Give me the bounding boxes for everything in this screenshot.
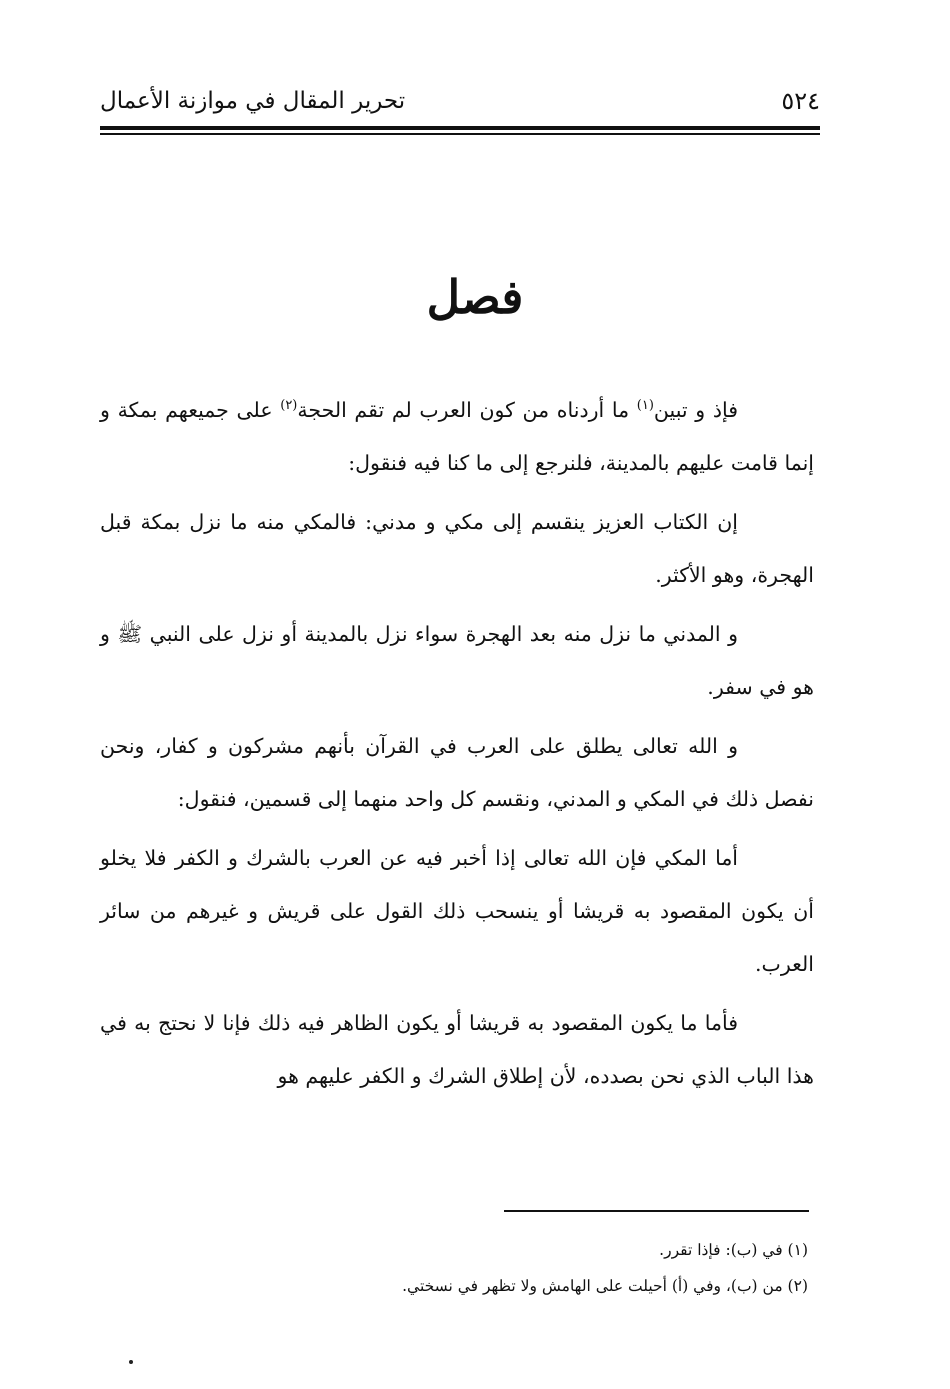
- footnote-ref-2: (٢): [280, 398, 298, 414]
- book-title: تحرير المقال في موازنة الأعمال: [100, 88, 406, 114]
- paragraph-5: [100, 832, 814, 991]
- footnote-1: (١) في (ب): فإذا تقرر.: [659, 1241, 808, 1259]
- body-text: [100, 384, 814, 1103]
- footnote-separator: [504, 1210, 809, 1212]
- section-title: فصل: [426, 270, 524, 324]
- paragraph-5-text: أما المكي فإن الله تعالى إذا أخبر فيه عن العرب بالشرك و الكفر فلا يخلو أن يكون المقصود به قريشا أو ينسحب ذلك القول على قريش و غيرهم من سائر العرب.: [100, 846, 814, 976]
- paragraph-2-text: إن الكتاب العزيز ينقسم إلى مكي و مدني: فالمكي منه ما نزل بمكة قبل الهجرة، وهو الأكثر.: [100, 510, 814, 587]
- paragraph-4: [100, 720, 814, 826]
- scan-speck: [129, 1360, 133, 1364]
- paragraph-6: [100, 997, 814, 1103]
- footnotes: [300, 1232, 808, 1304]
- header-rule-thick: [100, 126, 820, 130]
- paragraph-4-text: و الله تعالى يطلق على العرب في القرآن بأنهم مشركون و كفار، ونحن نفصل ذلك في المكي و المدني، ونقسم كل واحد منهما إلى قسمين، فنقول:: [100, 734, 814, 811]
- paragraph-1-start: فإذ و تبين: [653, 398, 738, 422]
- paragraph-6-text: فأما ما يكون المقصود به قريشا أو يكون الظاهر فيه ذلك فإنا لا نحتج به في هذا الباب الذي نحن بصدده، لأن إطلاق الشرك و الكفر عليهم هو: [100, 1011, 814, 1088]
- paragraph-1: [100, 384, 814, 490]
- paragraph-1-end: على جميعهم بمكة و إنما قامت عليهم بالمدينة، فلنرجع إلى ما كنا فيه فنقول:: [100, 398, 814, 475]
- footnote-ref-1: (١): [636, 398, 654, 414]
- paragraph-3: [100, 608, 814, 714]
- header-rule-thin: [100, 133, 820, 135]
- page-number: ٥٢٤: [781, 87, 820, 115]
- paragraph-3-text: و المدني ما نزل منه بعد الهجرة سواء نزل بالمدينة أو نزل على النبي ﷺ و هو في سفر.: [100, 622, 814, 699]
- paragraph-1-middle: ما أردناه من كون العرب لم تقم الحجة: [297, 398, 637, 422]
- footnote-2: (٢) من (ب)، وفي (أ) أحيلت على الهامش ولا تظهر في نسختي.: [402, 1277, 808, 1295]
- running-head: [100, 86, 820, 122]
- paragraph-2: [100, 496, 814, 602]
